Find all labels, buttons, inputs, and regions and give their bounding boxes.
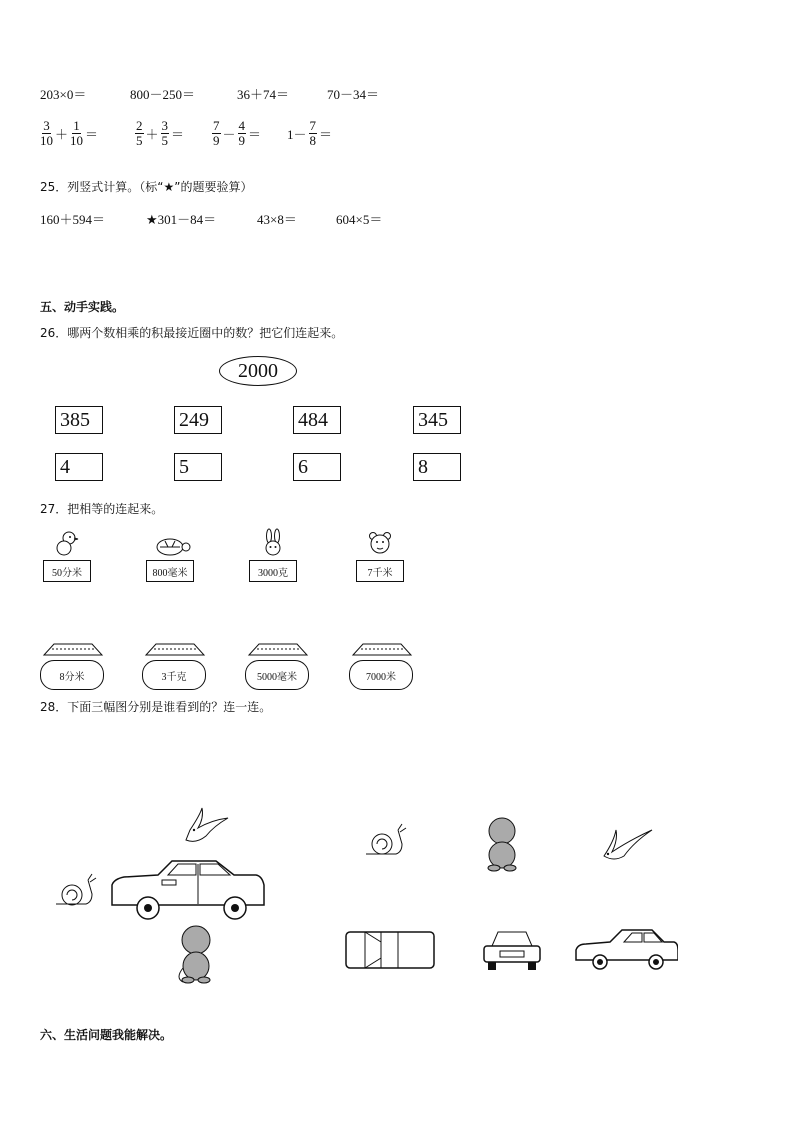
viewing-scene xyxy=(50,800,280,985)
animal-sign-2[interactable] xyxy=(146,528,194,582)
operator: ＋ xyxy=(145,127,159,142)
monkey-observer[interactable] xyxy=(478,815,528,873)
q27-title: 27．把相等的连起来。 xyxy=(40,502,164,516)
q25-item-3: 43×8＝ xyxy=(257,212,297,227)
animal-sign-1[interactable] xyxy=(43,528,91,582)
roof-icon xyxy=(142,642,208,656)
sign-label: 50分米 xyxy=(43,560,91,582)
hut-label: 3千克 xyxy=(142,660,206,690)
car-side-view[interactable] xyxy=(574,926,678,972)
q28-title: 28．下面三幅图分别是谁看到的？连一连。 xyxy=(40,700,272,714)
equals: ＝ xyxy=(248,127,262,142)
denominator: 8 xyxy=(309,133,317,148)
fraction-problem-2 xyxy=(135,119,184,148)
numerator: 4 xyxy=(238,118,246,133)
denominator: 10 xyxy=(40,133,53,148)
denominator: 5 xyxy=(136,133,143,148)
numerator: 7 xyxy=(309,118,317,133)
bottom-number-box-2[interactable]: 5 xyxy=(174,453,222,481)
oral-row1-item-4: 70－34＝ xyxy=(327,87,380,102)
oral-row1-item-1: 203×0＝ xyxy=(40,87,87,102)
denominator: 9 xyxy=(213,133,220,148)
oral-row1-item-2: 800－250＝ xyxy=(130,87,196,102)
sign-label: 800毫米 xyxy=(146,560,194,582)
fraction-problem-4 xyxy=(287,119,332,148)
top-number-box-4[interactable]: 345 xyxy=(413,406,461,434)
target-oval: 2000 xyxy=(219,356,297,386)
denominator: 5 xyxy=(161,133,169,148)
numerator: 2 xyxy=(136,118,143,133)
animal-sign-4[interactable] xyxy=(356,528,404,582)
numerator: 3 xyxy=(43,118,50,133)
hut-2[interactable] xyxy=(142,641,208,690)
snail-icon[interactable] xyxy=(56,874,96,905)
denominator: 10 xyxy=(70,133,84,148)
bird-icon xyxy=(604,830,652,859)
leading-term: 1－ xyxy=(287,127,307,142)
section6-title: 六、生活问题我能解决。 xyxy=(40,1028,173,1042)
equals: ＝ xyxy=(319,127,333,142)
section5-title: 五、动手实践。 xyxy=(40,300,125,314)
q25-item-1: 160＋594＝ xyxy=(40,212,106,227)
bird-icon[interactable] xyxy=(186,808,228,841)
q25-item-4: 604×5＝ xyxy=(336,212,383,227)
q26-title: 26．哪两个数相乘的积最接近圈中的数？把它们连起来。 xyxy=(40,326,344,340)
roof-icon xyxy=(245,642,311,656)
hut-3[interactable] xyxy=(245,641,311,690)
equals: ＝ xyxy=(85,127,99,142)
bear-icon xyxy=(356,528,404,556)
roof-icon xyxy=(40,642,106,656)
rabbit-icon xyxy=(249,528,297,556)
top-number-box-3[interactable]: 484 xyxy=(293,406,341,434)
numerator: 7 xyxy=(213,118,220,133)
car-front-view[interactable] xyxy=(480,926,544,974)
car-front-icon xyxy=(484,932,540,970)
numerator: 1 xyxy=(73,118,80,133)
monkey-icon xyxy=(488,818,516,871)
numerator: 3 xyxy=(161,118,169,133)
bottom-number-box-1[interactable]: 4 xyxy=(55,453,103,481)
monkey-icon[interactable] xyxy=(179,926,210,983)
bottom-number-box-4[interactable]: 8 xyxy=(413,453,461,481)
bottom-number-box-3[interactable]: 6 xyxy=(293,453,341,481)
car-top-view[interactable] xyxy=(343,928,438,972)
car-icon[interactable] xyxy=(112,861,264,919)
car-top-icon xyxy=(346,932,434,968)
snail-observer[interactable] xyxy=(362,820,412,865)
q25-title: 25．列竖式计算。（标“★”的题要验算） xyxy=(40,180,253,194)
equals: ＝ xyxy=(171,127,185,142)
operator: ＋ xyxy=(55,127,69,142)
fraction-problem-3 xyxy=(212,119,261,148)
top-number-box-1[interactable]: 385 xyxy=(55,406,103,434)
hut-4[interactable] xyxy=(349,641,415,690)
hut-label: 5000毫米 xyxy=(245,660,309,690)
operator: － xyxy=(222,127,236,142)
chick-icon xyxy=(43,528,91,556)
animal-sign-3[interactable] xyxy=(249,528,297,582)
top-number-box-2[interactable]: 249 xyxy=(174,406,222,434)
turtle-icon xyxy=(146,528,194,556)
sign-label: 7千米 xyxy=(356,560,404,582)
car-side-icon xyxy=(576,930,678,969)
sign-label: 3000克 xyxy=(249,560,297,582)
fraction-problem-1 xyxy=(40,119,98,148)
roof-icon xyxy=(349,642,415,656)
oral-row1-item-3: 36＋74＝ xyxy=(237,87,290,102)
q25-item-2: ★301－84＝ xyxy=(146,212,217,227)
hut-label: 7000米 xyxy=(349,660,413,690)
hut-1[interactable] xyxy=(40,641,106,690)
snail-icon xyxy=(366,824,406,854)
hut-label: 8分米 xyxy=(40,660,104,690)
bird-observer[interactable] xyxy=(598,822,662,864)
denominator: 9 xyxy=(238,133,246,148)
